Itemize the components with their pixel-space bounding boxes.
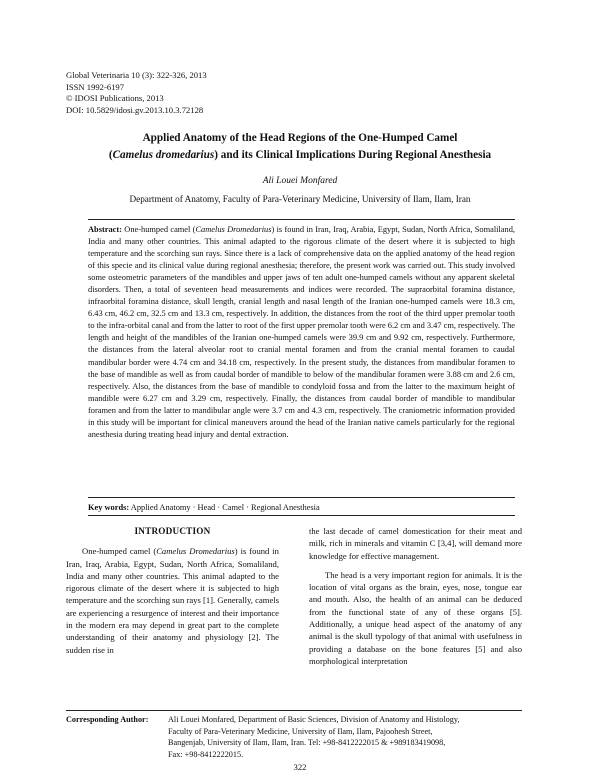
- paper-title: [60, 130, 540, 164]
- abstract-species: Camelus Dromedarius: [195, 225, 272, 234]
- intro-text: ) is found in Iran, Iraq, Arabia, Egypt, Sudan, North Africa, Somaliland, India and many other countries. This animal adapted to the rigorous climate of the desert where it is subjected to high temperature and the scorching sun rays [1]. Generally, camels are experiencing a resurgence of interest and their importance in the modern era may depend in great part to the complete understanding of their anatomy and physiology [2]. The sudden rise in: [66, 546, 279, 655]
- title-species: Camelus dromedarius: [112, 149, 215, 161]
- section-heading: INTRODUCTION: [134, 526, 211, 536]
- affiliation: Department of Anatomy, Faculty of Para-Veterinary Medicine, University of Ilam, Ilam, Iran: [129, 194, 471, 204]
- footnote-line: Faculty of Para-Veterinary Medicine, University of Ilam, Ilam, Pajoohesh Street,: [168, 726, 433, 736]
- intro-text-start: One-humped camel (: [82, 546, 157, 557]
- title-line-2-rest: ) and its Clinical Implications During Regional Anesthesia: [214, 149, 492, 161]
- keywords-label: Key words:: [88, 503, 130, 512]
- issn: ISSN 1992-6197: [66, 81, 125, 92]
- abstract: [88, 224, 515, 441]
- abstract-text: ) is found in Iran, Iraq, Arabia, Egypt, Sudan, North Africa, Somaliland, India and many other countries. This animal adapted to the rigorous climate of the desert where it is subjected to high temperature and the scorching sun rays. Since there is a lack of comprehensive data on the applied anatomy of the head region of this specie and its clinical value during regional anesthesia; therefore, the present work was carried out. This study involved some osteometric parameters of the mandibles and upper jaws of ten adult one-humped camels without any apparent skeletal disorders. Then, a total of seventeen head measurements and indices were recorded. The supraorbital foramina distance, infraorbital foramina distance, skull length, cranial length and nasal length of the Iranian one-humped camels were 18.3 cm, 6.43 cm, 46.2 cm, 32.5 cm and 13.3 cm, respectively. In addition, the distances from the root of the third upper premolar tooth to the infra-orbital canal and from the latter to root of the first upper premolar tooth were 6.2 cm and 3.47 cm, respectively. The length and height of the mandibles of the Iranian one-humped camels were 39.9 cm and 9.92 cm, respectively. Furthermore, the distances from the lateral alveolar root to cranial mental foramen and from the cranial mental foramen to caudal mandibular border were 4.74 cm and 34.18 cm, respectively. In the present study, the distances from mandibular foramen to the base of mandible as well as from caudal border of mandible to below of the mandibular foramen were 3.88 cm and 2.6 cm, respectively. Also, the distances from the base of mandible to condyloid fossa and from the latter to the maximum height of mandible were 6.27 cm and 3.29 cm, respectively. Finally, the distances from caudal border of mandible to mandibular foramen and from the latter to mandibular angle were 3.7 cm and 4.3 cm, respectively. The craniometric information provided in this study will be important for clinical maneuvers around the head of the Iranian native camels particularly for the regional anesthesia during treating head injury and dental extraction.: [88, 225, 515, 439]
- footnote-line: Fax: +98-8412222015.: [168, 749, 244, 759]
- footnote-line: Bangenjab, University of Ilam, Ilam, Iran. Tel: +98-8412222015 & +989183419098,: [168, 738, 446, 747]
- footnote-label: Corresponding Author:: [66, 715, 149, 724]
- footnote-rule: [66, 710, 522, 711]
- page-number: 322: [293, 762, 307, 772]
- journal-citation: Global Veterinaria 10 (3): 322-326, 2013: [66, 70, 207, 80]
- keywords: [88, 503, 320, 512]
- footnote-body: [168, 714, 528, 760]
- title-paren: (: [108, 149, 113, 161]
- intro-paragraph-continued: the last decade of camel domestication for their meat and milk, rich in minerals and vitamin C [3,4], will demand more knowledge for effective management.: [309, 526, 522, 561]
- intro-paragraph-2: The head is a very important region for animals. It is the location of vital organs as the brain, eyes, nose, tongue ear and mouth. Also, the health of an animal can be deduced from the functional state of any of these organs [5]. Additionally, a unique head aspect of the anatomy of any animal is the skull typology of that animal with usefulness in providing a database on the bone features [5] and also morphological interpretation: [309, 569, 522, 666]
- doi: DOI: 10.5829/idosi.gv.2013.10.3.72128: [66, 104, 204, 115]
- copyright: © IDOSI Publications, 2013: [66, 93, 164, 103]
- title-line-1: Applied Anatomy of the Head Regions of the One-Humped Camel: [142, 132, 458, 144]
- footnote-line: Ali Louei Monfared, Department of Basic Sciences, Division of Anatomy and Histology,: [168, 715, 460, 724]
- author: Ali Louei Monfared: [262, 176, 338, 186]
- title-line-2: [60, 147, 540, 164]
- right-column: [309, 525, 522, 667]
- intro-paragraph-1: [66, 545, 279, 656]
- abstract-top-rule: [88, 219, 515, 220]
- abstract-text-start: One-humped camel (: [121, 225, 196, 234]
- journal-meta: [66, 70, 207, 116]
- left-column: [66, 525, 279, 656]
- abstract-bottom-rule: [88, 497, 515, 498]
- intro-species: Camelus Dromedarius: [156, 546, 235, 557]
- keywords-rule: [88, 515, 515, 516]
- abstract-label: Abstract:: [88, 225, 122, 234]
- keywords-text: Applied Anatomy · Head · Camel · Regional Anesthesia: [129, 503, 320, 512]
